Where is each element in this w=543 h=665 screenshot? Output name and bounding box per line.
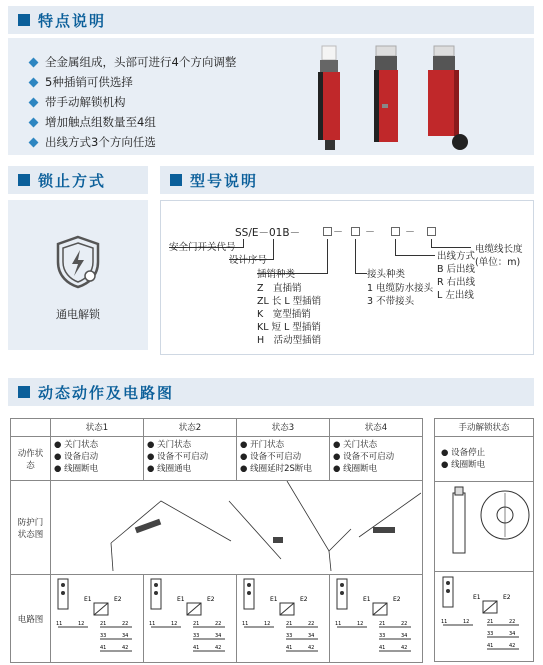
cable-unit: (单位：m) [475, 257, 521, 268]
label-e1: E1 [84, 596, 92, 603]
diamond-bullet-icon [29, 97, 39, 107]
diamond-bullet-icon [29, 77, 39, 87]
label-41: 41 [379, 645, 386, 651]
outlet-option: R 右出线 [437, 277, 476, 288]
circuit-cell [237, 575, 330, 663]
pin-option: K 宽型插销 [257, 309, 311, 320]
label-e2: E2 [503, 594, 511, 601]
circuit-cell [330, 575, 423, 663]
action-cell: ● 关门状态 ● 设备不可启动 ● 线圈通电 [144, 437, 237, 481]
label-11: 11 [335, 621, 342, 627]
label-33: 33 [286, 633, 293, 639]
circuit-diagram [240, 577, 326, 657]
label-41: 41 [100, 645, 107, 651]
state-header: 状态2 [144, 419, 237, 437]
door-state-diagram [51, 481, 421, 571]
dynamic-header [8, 378, 534, 406]
label-33: 33 [379, 633, 386, 639]
conn-option: 1 电缆防水接头 [367, 283, 434, 294]
conn-slot-box [351, 227, 360, 236]
outlet-option: L 左出线 [437, 290, 474, 301]
label-34: 34 [509, 631, 516, 637]
features-title: 特点说明 [38, 11, 107, 30]
diamond-bullet-icon [29, 117, 39, 127]
label-42: 42 [509, 643, 516, 649]
door-diagram-cell [51, 481, 423, 575]
outlet-slot-box [391, 227, 400, 236]
label-34: 34 [215, 633, 222, 639]
label-21: 21 [379, 621, 386, 627]
features-list [30, 52, 236, 152]
outlet-title: 出线方式 [437, 251, 476, 262]
label-12: 12 [357, 621, 364, 627]
conn-title: 接头种类 [367, 269, 406, 280]
label-e2: E2 [207, 596, 215, 603]
feature-item: 出线方式3个方向任选 [30, 132, 236, 152]
pin-option: ZL 长 L 型插销 [257, 296, 322, 307]
model-separator: － [405, 227, 415, 238]
label-21: 21 [193, 621, 200, 627]
label-21: 21 [487, 619, 494, 625]
label-11: 11 [242, 621, 249, 627]
label-42: 42 [122, 645, 129, 651]
state-header: 状态3 [237, 419, 330, 437]
label-41: 41 [286, 645, 293, 651]
state-header: 状态1 [51, 419, 144, 437]
model-panel [160, 200, 534, 355]
label-41: 41 [487, 643, 494, 649]
shield-power-icon [52, 234, 104, 290]
model-separator: － [333, 227, 343, 238]
manual-unlock-panel [434, 418, 534, 662]
label-42: 42 [308, 645, 315, 651]
label-22: 22 [509, 619, 516, 625]
label-34: 34 [308, 633, 315, 639]
row-label-door: 防护门 状态图 [11, 481, 51, 575]
lock-panel [8, 200, 148, 350]
feature-item: 增加触点组数量至4组 [30, 112, 236, 132]
features-header [8, 6, 534, 34]
label-22: 22 [215, 621, 222, 627]
label-12: 12 [264, 621, 271, 627]
product-image-2 [366, 44, 406, 152]
action-cell: ● 关门状态 ● 设备启动 ● 线圈断电 [51, 437, 144, 481]
model-header [160, 166, 534, 194]
label-e1: E1 [177, 596, 185, 603]
label-e2: E2 [300, 596, 308, 603]
action-cell: ● 关门状态 ● 设备不可启动 ● 线圈断电 [330, 437, 423, 481]
product-image-1 [310, 44, 350, 152]
label-22: 22 [308, 621, 315, 627]
label-12: 12 [463, 619, 470, 625]
label-12: 12 [171, 621, 178, 627]
label-e1: E1 [270, 596, 278, 603]
diamond-bullet-icon [29, 137, 39, 147]
state-table [10, 418, 423, 663]
feature-item: 带手动解锁机构 [30, 92, 236, 112]
label-33: 33 [193, 633, 200, 639]
label-12: 12 [78, 621, 85, 627]
manual-circuit-diagram [439, 575, 531, 659]
pin-slot-box [323, 227, 332, 236]
circuit-diagram [147, 577, 233, 657]
label-22: 22 [401, 621, 408, 627]
label-e1: E1 [473, 594, 481, 601]
dynamic-title: 动态动作及电路图 [38, 383, 175, 402]
model-separator: － [365, 227, 375, 238]
label-11: 11 [441, 619, 448, 625]
label-21: 21 [286, 621, 293, 627]
circuit-diagram [54, 577, 140, 657]
label-e2: E2 [114, 596, 122, 603]
header-square-icon [18, 14, 30, 26]
label-11: 11 [56, 621, 63, 627]
lock-header [8, 166, 148, 194]
feature-item: 全金属组成，头部可进行4个方向调整 [30, 52, 236, 72]
label-42: 42 [401, 645, 408, 651]
pin-option: Z 直插销 [257, 283, 302, 294]
lock-label: 通电解锁 [56, 308, 100, 321]
design-label: 设计序号 [229, 255, 268, 266]
manual-unlock-diagram [439, 485, 531, 569]
manual-title: 手动解锁状态 [435, 419, 533, 437]
label-22: 22 [122, 621, 129, 627]
label-33: 33 [487, 631, 494, 637]
pin-option: KL 短 L 型插销 [257, 322, 321, 333]
pin-option: H 活动型插销 [257, 335, 322, 346]
label-21: 21 [100, 621, 107, 627]
circuit-cell [144, 575, 237, 663]
header-square-icon [18, 174, 30, 186]
product-image-3 [420, 44, 470, 152]
label-33: 33 [100, 633, 107, 639]
pin-title: 插销种类 [257, 269, 296, 280]
label-34: 34 [401, 633, 408, 639]
cable-title: 电缆线长度 [475, 244, 523, 255]
feature-item: 5种插销可供选择 [30, 72, 236, 92]
model-code: SS/E－01B－ [235, 227, 301, 239]
action-cell: ● 开门状态 ● 设备不可启动 ● 线圈延时2S断电 [237, 437, 330, 481]
manual-actions: ● 设备停止 ● 线圈断电 [441, 448, 486, 470]
circuit-cell [51, 575, 144, 663]
label-42: 42 [215, 645, 222, 651]
row-label-circuit: 电路图 [11, 575, 51, 663]
conn-option: 3 不带接头 [367, 296, 415, 307]
label-11: 11 [149, 621, 156, 627]
header-square-icon [170, 174, 182, 186]
state-header: 状态4 [330, 419, 423, 437]
header-square-icon [18, 386, 30, 398]
label-e2: E2 [393, 596, 401, 603]
label-41: 41 [193, 645, 200, 651]
lock-title: 锁止方式 [38, 171, 107, 190]
cable-slot-box [427, 227, 436, 236]
outlet-option: B 后出线 [437, 264, 476, 275]
circuit-diagram [333, 577, 419, 657]
code-label: 安全门开关代号 [169, 242, 236, 253]
label-e1: E1 [363, 596, 371, 603]
label-34: 34 [122, 633, 129, 639]
diamond-bullet-icon [29, 57, 39, 67]
row-label-action: 动作状态 [11, 437, 51, 481]
model-title: 型号说明 [190, 171, 259, 190]
